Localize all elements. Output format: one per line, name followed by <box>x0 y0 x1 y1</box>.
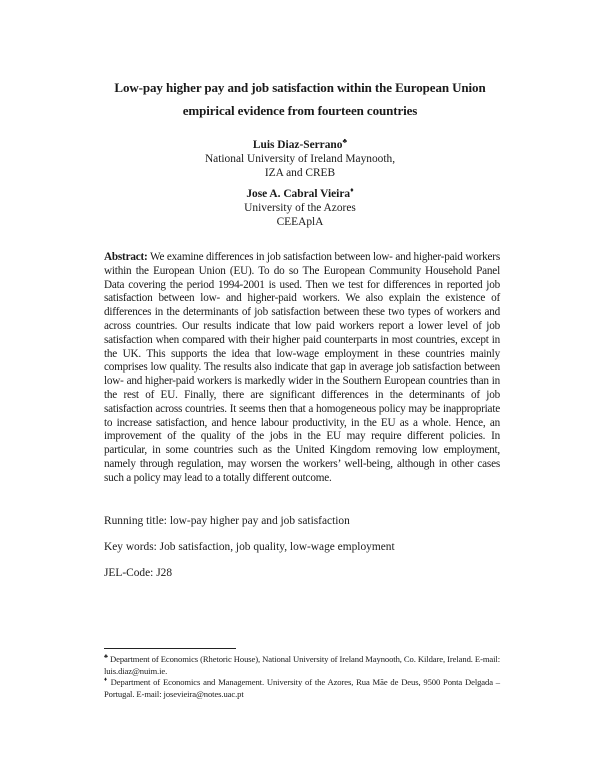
keywords: Key words: Job satisfaction, job quality, low-wage employment <box>104 541 395 553</box>
author-block-1 <box>150 138 450 180</box>
footnotes <box>104 654 500 700</box>
author-name: Jose A. Cabral Vieira <box>246 188 351 200</box>
author-affiliation: CEEAplA <box>276 216 324 228</box>
abstract-text: We examine differences in job satisfaction between low- and higher-paid workers within the European Union (EU). To do so The European Community Household Panel Data covering the period 1994-2001 is used. Then we test for differences in reported job satisfaction between low- and higher-paid workers. We also explain the existence of differences in the determinants of job satisfaction between these two types of workers and across countries. Our results indicate that low paid workers report a lower level of job satisfaction when compared with their higher paid counterparts in most countries, except in the UK. This supports the idea that low-wage employment in these countries mainly comprises low quality. The results also indicate that gap in average job satisfaction between low- and higher-paid workers is markedly wider in the Southern European countries than in the rest of EU. Finally, there are significant differences in the determinants of job satisfaction across countries. It seems then that a homogeneous policy may be inappropriate to increase satisfaction, and hence labour productivity, in the EU as a whole. Hence, an improvement of the quality of the jobs in the EU may require different policies. In particular, in some countries such as the United Kingdom removing low employment, namely through regulation, may worsen the workers’ well-being, although in other cases such a policy may lead to a totally different outcome. <box>104 251 500 484</box>
abstract-label: Abstract: <box>104 251 148 263</box>
abstract <box>104 251 500 486</box>
footnote-1 <box>104 654 500 677</box>
paper-title-line-1: Low-pay higher pay and job satisfaction within the European Union <box>114 80 486 95</box>
paper-title-line-2: empirical evidence from fourteen countries <box>182 103 418 118</box>
running-title: Running title: low-pay higher pay and job satisfaction <box>104 515 350 527</box>
footnote-marker-club: ♣ <box>104 654 108 661</box>
author-affiliation: University of the Azores <box>244 202 356 214</box>
footnote-marker-diamond: ♦ <box>104 677 108 684</box>
author-affiliation: IZA and CREB <box>264 167 336 179</box>
footnote-marker-club: ♣ <box>342 137 348 146</box>
footnote-divider <box>104 648 236 649</box>
author-block-2 <box>150 187 450 229</box>
footnote-text: Department of Economics and Management. University of the Azores, Rua Mãe de Deus, 9500 Ponta Delgada – Portugal. E-mail: josevieira@notes.uac.pt <box>104 677 500 699</box>
footnote-marker-diamond: ♦ <box>350 186 354 195</box>
footnote-2 <box>104 677 500 700</box>
jel-code: JEL-Code: J28 <box>104 567 173 579</box>
footnote-text: Department of Economics (Rhetoric House), National University of Ireland Maynooth, Co. Kildare, Ireland. E-mail: luis.diaz@nuim.ie. <box>104 654 500 676</box>
author-name: Luis Diaz-Serrano <box>252 139 343 151</box>
author-affiliation: National University of Ireland Maynooth, <box>204 153 396 165</box>
